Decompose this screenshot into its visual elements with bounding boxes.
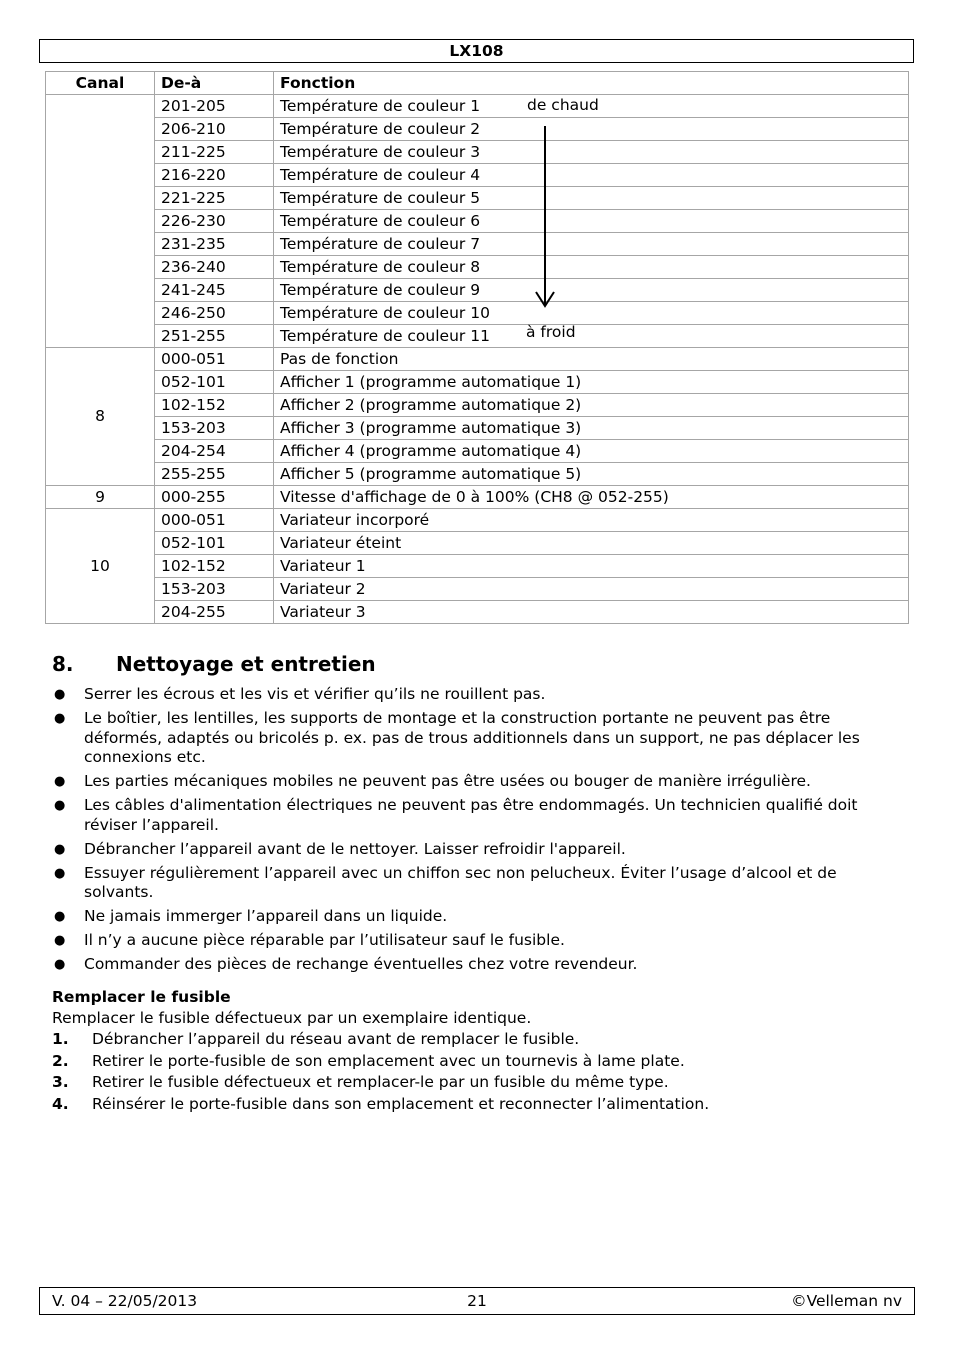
step-number: 3. [52,1073,69,1092]
list-item [52,709,898,768]
footer-version: V. 04 – 22/05/2013 [52,1292,198,1310]
function-cell: Température de couleur 4 [274,164,909,187]
range-cell: 102-152 [155,555,274,578]
range-cell: 221-225 [155,187,274,210]
step-text: Débrancher l’appareil du réseau avant de remplacer le fusible. [92,1030,580,1048]
table-row [46,279,909,302]
function-cell: Afficher 5 (programme automatique 5) [274,463,909,486]
step-item [52,1029,902,1051]
function-cell: Température de couleur 10 [274,302,909,325]
bullet-icon: ● [54,687,66,702]
table-row [46,164,909,187]
section-heading [52,650,376,678]
step-text: Retirer le fusible défectueux et remplacer-le par un fusible du même type. [92,1073,669,1092]
bullet-icon: ● [54,865,66,881]
channel-cell: 9 [46,486,155,509]
dmx-channel-table [45,71,909,624]
table-row [46,256,909,279]
channel-cell: 10 [46,509,155,624]
step-number: 1. [52,1030,69,1048]
function-cell: Température de couleur 5 [274,187,909,210]
range-cell: 052-101 [155,371,274,394]
range-cell: 231-235 [155,233,274,256]
footer-page-number: 21 [467,1292,487,1310]
list-item [52,772,898,792]
range-cell: 102-152 [155,394,274,417]
table-row [46,532,909,555]
list-item-text: Essuyer régulièrement l’appareil avec un chiffon sec non pelucheux. Éviter l’usage d’alcool et de solvants. [84,863,837,901]
list-item [52,955,898,975]
col-canal: Canal [46,72,155,95]
note-warm: de chaud [527,96,599,114]
list-item-text: Les câbles d'alimentation électriques ne peuvent pas être endommagés. Un technicien qualifié doit réviser l’appareil. [84,796,858,834]
function-cell: Température de couleur 9 [274,279,909,302]
step-text: Retirer le porte-fusible de son emplacement avec un tournevis à lame plate. [92,1051,685,1070]
table-row [46,463,909,486]
function-cell: Afficher 1 (programme automatique 1) [274,371,909,394]
list-item [52,840,898,860]
function-cell: Vitesse d'affichage de 0 à 100% (CH8 @ 052-255) [274,486,909,509]
list-item-text: Commander des pièces de rechange éventuelles chez votre revendeur. [84,955,638,973]
list-item [52,796,898,835]
function-cell: Température de couleur 8 [274,256,909,279]
step-number: 4. [52,1095,69,1114]
table-row [46,210,909,233]
range-cell: 204-254 [155,440,274,463]
table-row [46,440,909,463]
range-cell: 246-250 [155,302,274,325]
table-row [46,555,909,578]
table-row [46,302,909,325]
range-cell: 000-255 [155,486,274,509]
channel-cell: 8 [46,348,155,486]
function-cell: Température de couleur 6 [274,210,909,233]
page-footer [39,1287,915,1315]
bullet-icon: ● [54,774,66,789]
function-cell: Température de couleur 3 [274,141,909,164]
range-cell: 251-255 [155,325,274,348]
table-row [46,325,909,348]
step-number: 2. [52,1051,69,1070]
function-cell: Variateur 1 [274,555,909,578]
range-cell: 052-101 [155,532,274,555]
range-cell: 201-205 [155,95,274,118]
fuse-steps-list [52,1029,902,1116]
table-header-row [46,72,909,95]
function-cell: Température de couleur 7 [274,233,909,256]
range-cell: 206-210 [155,118,274,141]
fuse-intro: Remplacer le fusible défectueux par un exemplaire identique. [52,1009,532,1027]
step-text: Réinsérer le porte-fusible dans son emplacement et reconnecter l’alimentation. [92,1095,710,1114]
range-cell: 241-245 [155,279,274,302]
step-item [52,1072,902,1094]
range-cell: 000-051 [155,348,274,371]
range-cell: 204-255 [155,601,274,624]
col-range: De-à [155,72,274,95]
list-item-text: Serrer les écrous et les vis et vérifier qu’ils ne rouillent pas. [84,685,546,703]
range-cell: 000-051 [155,509,274,532]
function-cell: Pas de fonction [274,348,909,371]
list-item [52,864,898,903]
maintenance-list [52,685,898,979]
list-item-text: Le boîtier, les lentilles, les supports de montage et la construction portante ne peuvent pas être déformés, adaptés ou bricolés p. ex. pas de trous additionnels dans un support, ne pas déplacer les connexions etc. [84,709,860,766]
table-row [46,601,909,624]
bullet-icon: ● [54,711,66,726]
table-row [46,95,909,118]
note-cold: à froid [526,323,576,341]
table-row [46,486,909,509]
bullet-icon: ● [54,798,66,813]
function-cell: Variateur éteint [274,532,909,555]
list-item-text: Débrancher l’appareil avant de le nettoyer. Laisser refroidir l'appareil. [84,839,626,858]
table-row [46,578,909,601]
list-item-text: Ne jamais immerger l’appareil dans un liquide. [84,907,448,925]
bullet-icon: ● [54,933,66,948]
range-cell: 153-203 [155,417,274,440]
function-cell: Température de couleur 1 [274,95,909,118]
bullet-icon: ● [54,957,66,972]
table-row [46,141,909,164]
table-row [46,509,909,532]
function-cell: Variateur 3 [274,601,909,624]
function-cell: Température de couleur 11 [274,325,909,348]
model-name: LX108 [449,42,504,60]
range-cell: 153-203 [155,578,274,601]
bullet-icon: ● [54,909,66,924]
step-item [52,1051,902,1073]
list-item-text: Les parties mécaniques mobiles ne peuvent pas être usées ou bouger de manière irrégulière. [84,772,811,790]
table-row [46,348,909,371]
function-cell: Afficher 3 (programme automatique 3) [274,417,909,440]
table-row [46,187,909,210]
function-cell: Afficher 2 (programme automatique 2) [274,394,909,417]
table-row [46,371,909,394]
range-cell: 216-220 [155,164,274,187]
function-cell: Température de couleur 2 [274,118,909,141]
footer-copyright: ©Velleman nv [791,1292,902,1310]
step-item [52,1094,902,1116]
document-header [39,39,914,63]
col-function: Fonction [274,72,909,95]
list-item [52,685,898,705]
fuse-subtitle: Remplacer le fusible [52,988,231,1006]
table-row [46,118,909,141]
section-title: Nettoyage et entretien [116,652,376,676]
range-cell: 255-255 [155,463,274,486]
range-cell: 226-230 [155,210,274,233]
bullet-icon: ● [54,841,66,857]
section-number: 8. [52,652,74,676]
list-item [52,907,898,927]
list-item-text: Il n’y a aucune pièce réparable par l’utilisateur sauf le fusible. [84,931,565,949]
function-cell: Variateur 2 [274,578,909,601]
table-row [46,394,909,417]
function-cell: Afficher 4 (programme automatique 4) [274,440,909,463]
channel-cell [46,95,155,348]
list-item [52,931,898,951]
table-row [46,233,909,256]
range-cell: 211-225 [155,141,274,164]
range-cell: 236-240 [155,256,274,279]
warm-to-cold-arrow-icon [530,124,560,310]
table-row [46,417,909,440]
function-cell: Variateur incorporé [274,509,909,532]
